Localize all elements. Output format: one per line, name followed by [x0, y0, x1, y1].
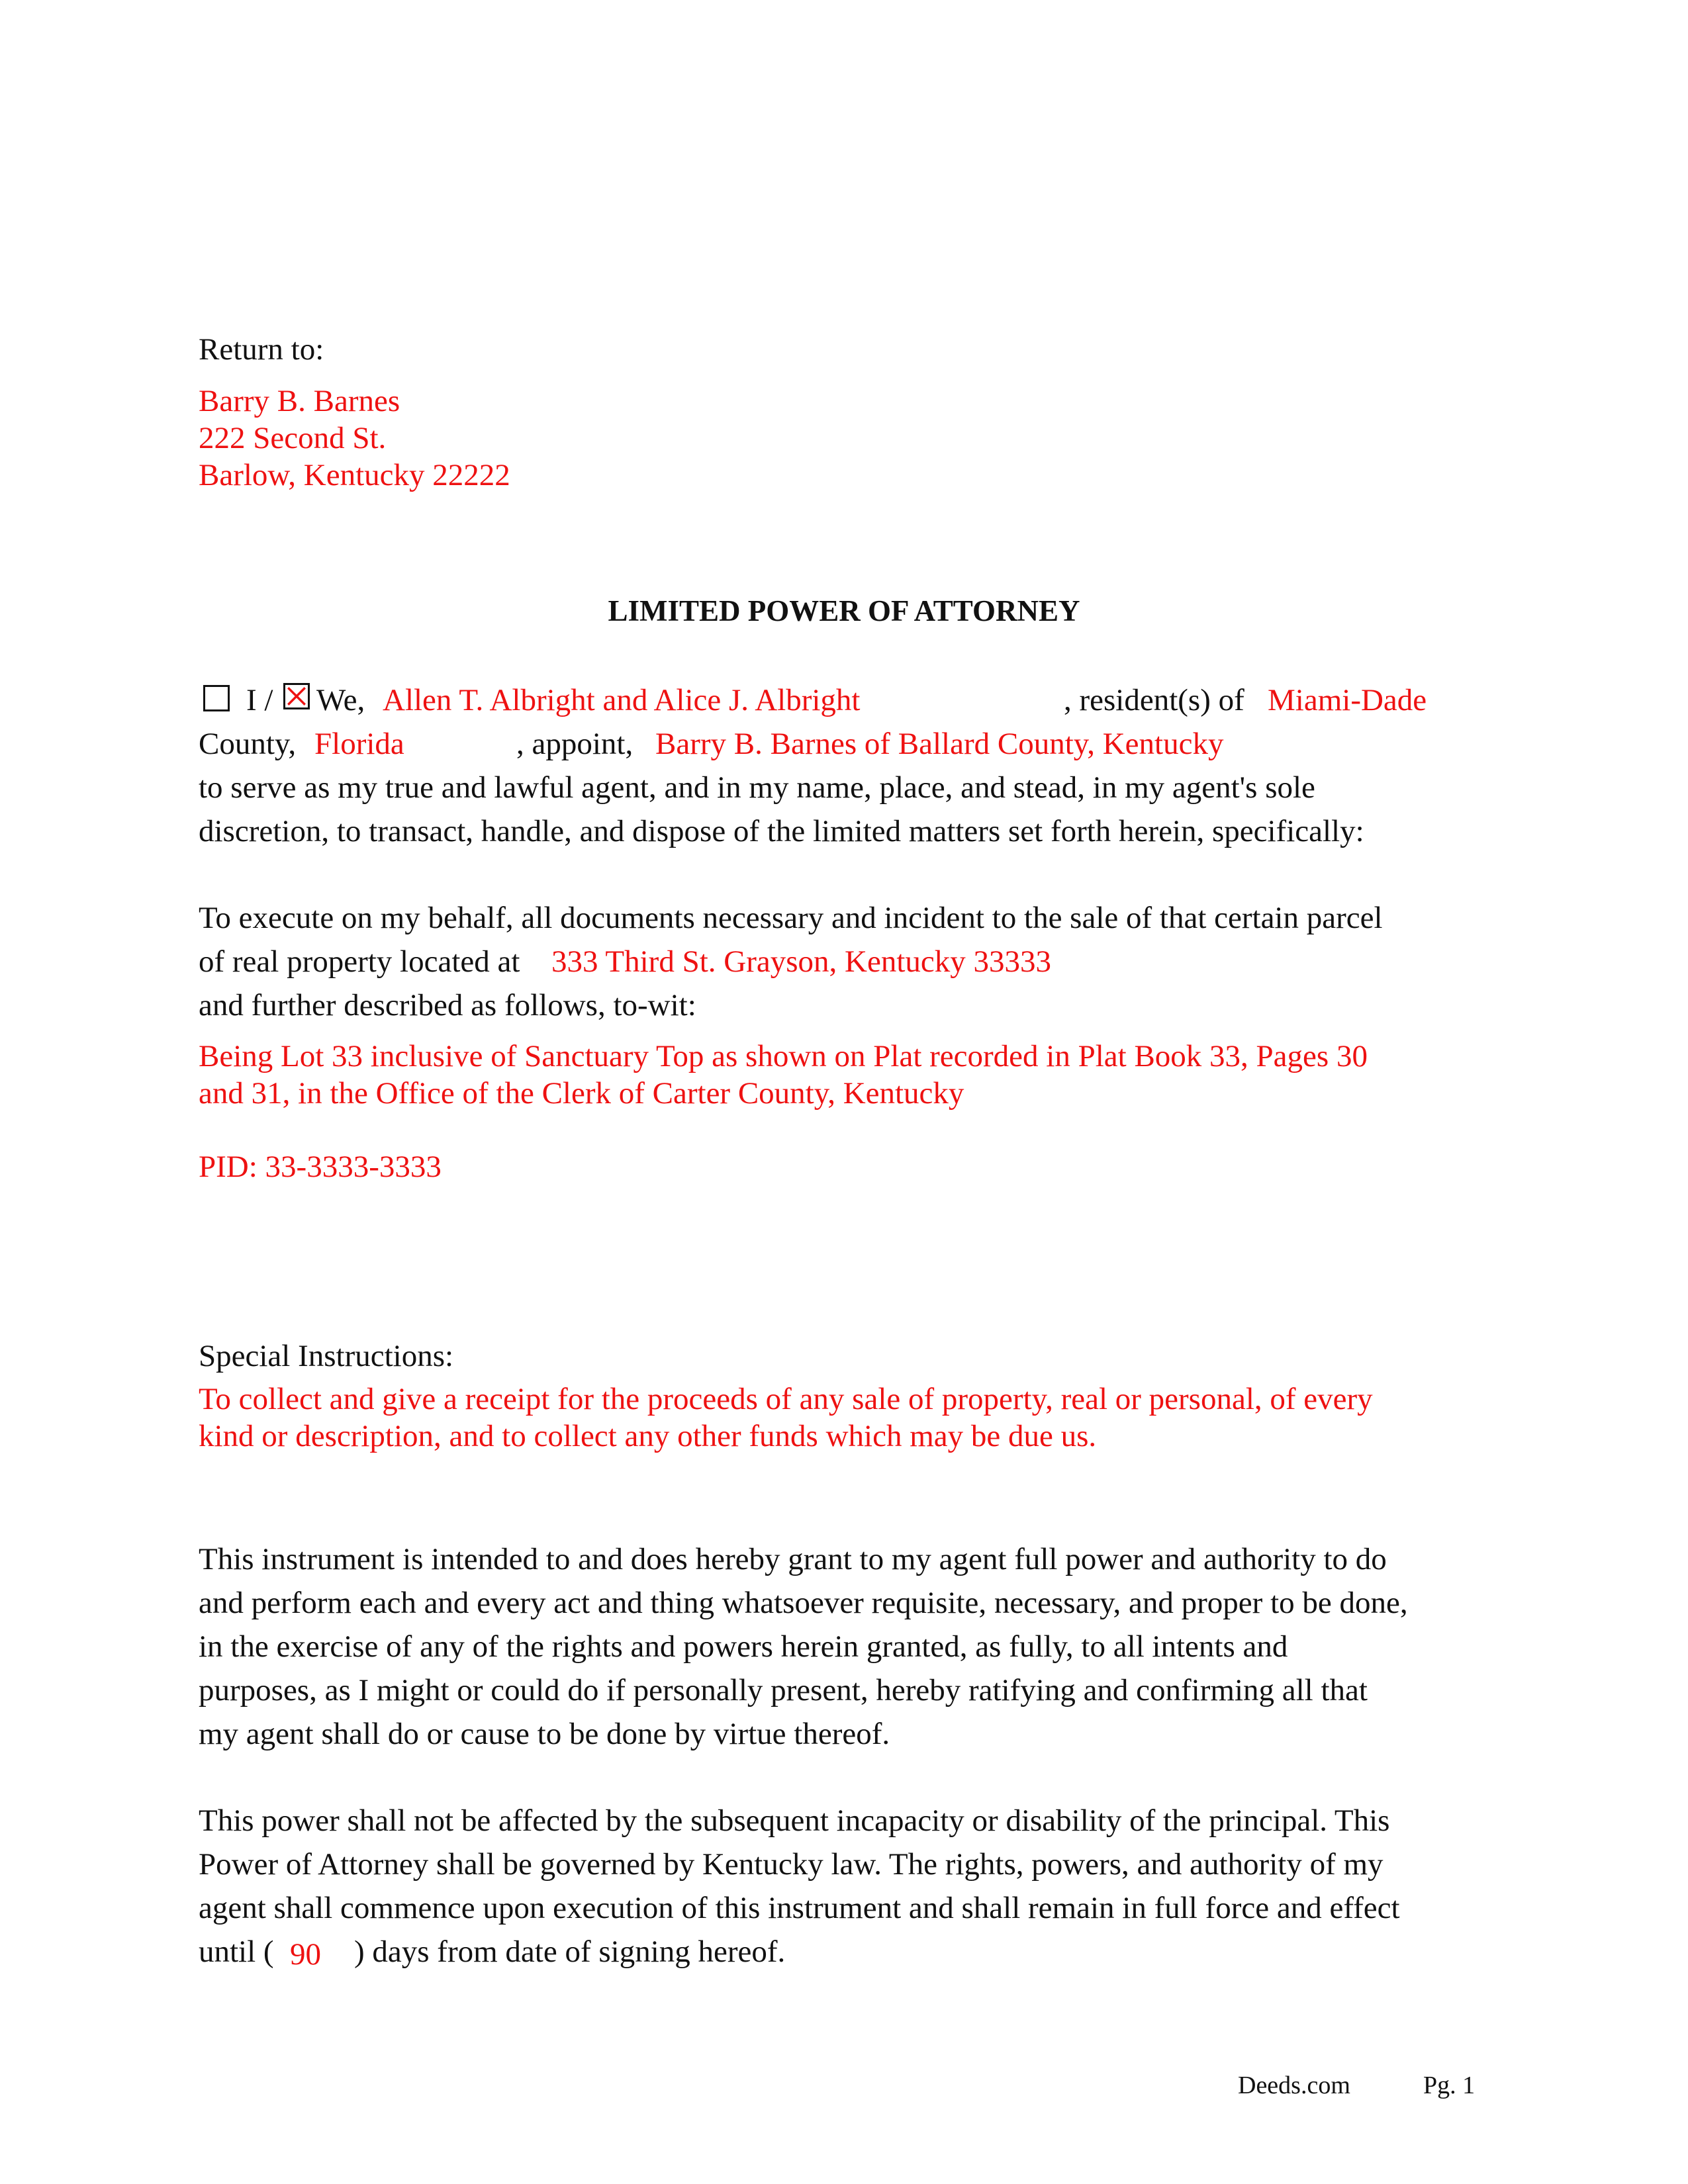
document-title: LIMITED POWER OF ATTORNEY — [608, 594, 1080, 627]
legal-description-line: and 31, in the Office of the Clerk of Carter County, Kentucky — [199, 1076, 964, 1111]
option-i-label: I / — [246, 683, 273, 717]
agent-name: Barry B. Barnes of Ballard County, Kentucky — [655, 727, 1224, 761]
parcel-id: PID: 33-3333-3333 — [199, 1150, 442, 1184]
legal-description-line: Being Lot 33 inclusive of Sanctuary Top as shown on Plat recorded in Plat Book 33, Pages 30 — [199, 1039, 1368, 1073]
resident-of-label: , resident(s) of — [1064, 683, 1244, 717]
grant-text-line: and perform each and every act and thing whatsoever requisite, necessary, and proper to be done, — [199, 1586, 1408, 1620]
return-street: 222 Second St. — [199, 421, 387, 455]
appoint-label: , appoint, — [516, 727, 633, 761]
property-located-label: of real property located at — [199, 944, 520, 979]
property-text-line: and further described as follows, to-wit: — [199, 988, 696, 1023]
grant-text-line: my agent shall do or cause to be done by virtue thereof. — [199, 1717, 890, 1751]
return-city-state-zip: Barlow, Kentucky 22222 — [199, 458, 510, 492]
county-label: County, — [199, 727, 297, 761]
checkbox-i[interactable] — [203, 685, 230, 711]
footer-site: Deeds.com — [1238, 2071, 1350, 2099]
principal-state: Florida — [314, 727, 404, 761]
special-instructions-line: To collect and give a receipt for the proceeds of any sale of property, real or personal, of every — [199, 1382, 1373, 1416]
duration-days: 90 — [290, 1937, 321, 1972]
principal-county: Miami-Dade — [1268, 683, 1427, 717]
special-instructions-label: Special Instructions: — [199, 1339, 454, 1373]
principals-name: Allen T. Albright and Alice J. Albright — [383, 683, 861, 717]
grant-text-line: purposes, as I might or could do if personally present, hereby ratifying and confirming all that — [199, 1673, 1368, 1707]
duration-until-label: until ( — [199, 1934, 274, 1969]
return-to-label: Return to: — [199, 332, 324, 367]
appointment-text-line: discretion, to transact, handle, and dispose of the limited matters set forth herein, specifically: — [199, 814, 1364, 848]
duration-text-line: agent shall commence upon execution of this instrument and shall remain in full force and effect — [199, 1891, 1400, 1925]
footer-page-number: Pg. 1 — [1423, 2071, 1476, 2099]
appointment-text-line: to serve as my true and lawful agent, and in my name, place, and stead, in my agent's sole — [199, 770, 1315, 805]
property-address: 333 Third St. Grayson, Kentucky 33333 — [551, 944, 1051, 979]
duration-text-line: Power of Attorney shall be governed by Kentucky law. The rights, powers, and authority of my — [199, 1847, 1383, 1882]
property-text-line: To execute on my behalf, all documents necessary and incident to the sale of that certain parcel — [199, 901, 1383, 935]
checkbox-we[interactable] — [283, 683, 310, 709]
duration-days-suffix: ) days from date of signing hereof. — [354, 1934, 786, 1969]
special-instructions-line: kind or description, and to collect any other funds which may be due us. — [199, 1419, 1097, 1453]
return-name: Barry B. Barnes — [199, 384, 400, 418]
option-we-label: We, — [316, 683, 365, 717]
grant-text-line: in the exercise of any of the rights and powers herein granted, as fully, to all intents and — [199, 1629, 1288, 1664]
duration-text-line: This power shall not be affected by the subsequent incapacity or disability of the principal. This — [199, 1803, 1390, 1838]
checked-x-icon — [285, 685, 308, 707]
grant-text-line: This instrument is intended to and does hereby grant to my agent full power and authority to do — [199, 1542, 1387, 1576]
